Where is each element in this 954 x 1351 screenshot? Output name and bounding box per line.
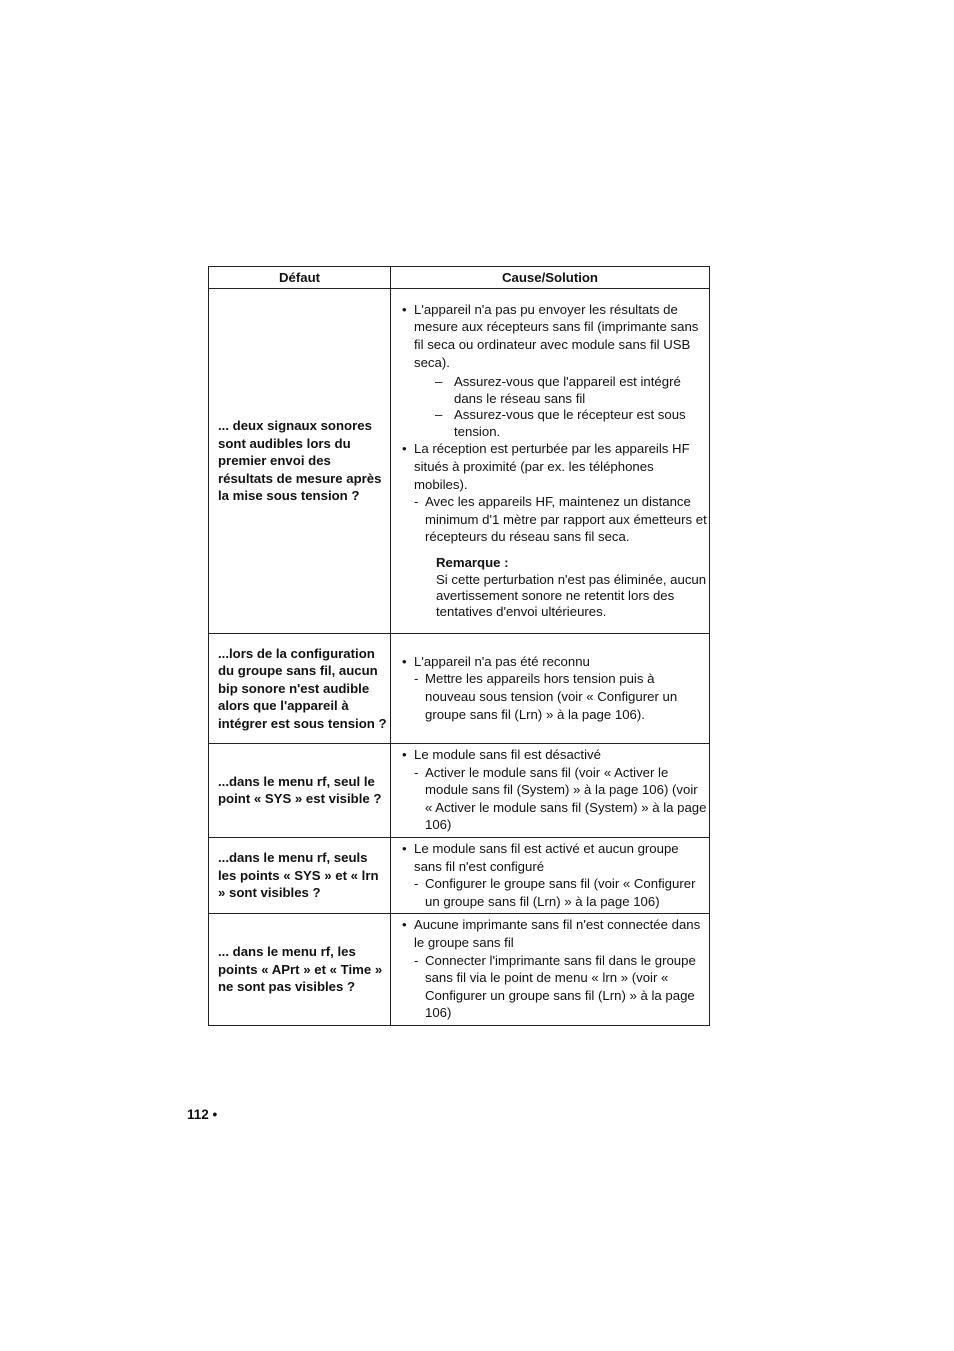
page-number: 112 • <box>187 1107 218 1122</box>
remark-note <box>401 554 707 620</box>
cause-cell <box>391 914 710 1026</box>
column-header-defaut: Défaut <box>209 267 391 289</box>
cause-bullet: • Aucune imprimante sans fil n'est connectée dans le groupe sans fil <box>401 916 707 951</box>
table-header-row <box>209 267 710 289</box>
table-row <box>209 634 710 744</box>
remark-title: Remarque : <box>436 555 509 571</box>
solution-step: - Mettre les appareils hors tension puis à nouveau sous tension (voir « Configurer un groupe sans fil (Lrn) » à la page 106). <box>401 670 707 723</box>
troubleshooting-table <box>208 266 710 1026</box>
cause-cell <box>391 837 710 913</box>
cause-bullet: • Le module sans fil est activé et aucun groupe sans fil n'est configuré <box>401 840 707 875</box>
cause-bullet: • L'appareil n'a pas pu envoyer les résultats de mesure aux récepteurs sans fil (imprimante sans fil seca ou ordinateur avec module sans fil USB seca). <box>401 301 707 371</box>
solution-step: - Avec les appareils HF, maintenez un distance minimum d'1 mètre par rapport aux émetteurs et récepteurs du réseau sans fil seca. <box>401 493 707 546</box>
table-row <box>209 744 710 838</box>
defaut-cell: ... dans le menu rf, les points « APrt » et « Time » ne sont pas visibles ? <box>209 914 391 1026</box>
defaut-cell: ...dans le menu rf, seul le point « SYS » est visible ? <box>209 744 391 838</box>
table-row <box>209 914 710 1026</box>
solution-step: - Activer le module sans fil (voir « Activer le module sans fil (System) » à la page 106) (voir « Activer le module sans fil (System) » à la page 106) <box>401 764 707 834</box>
table-row <box>209 837 710 913</box>
defaut-cell: ...dans le menu rf, seuls les points « SYS » et « lrn » sont visibles ? <box>209 837 391 913</box>
solution-step: - Configurer le groupe sans fil (voir « Configurer un groupe sans fil (Lrn) » à la page 106) <box>401 875 707 910</box>
cause-bullet: • L'appareil n'a pas été reconnu <box>401 653 707 671</box>
column-header-cause-solution: Cause/Solution <box>391 267 710 289</box>
defaut-cell: ...lors de la configuration du groupe sans fil, aucun bip sonore n'est audible alors que l'appareil à intégrer est sous tension ? <box>209 634 391 744</box>
solution-step: - Connecter l'imprimante sans fil dans le groupe sans fil via le point de menu « lrn » (voir « Configurer un groupe sans fil (Lrn) » à la page 106) <box>401 952 707 1022</box>
solution-step: – Assurez-vous que le récepteur est sous tension. <box>401 407 707 440</box>
cause-bullet: • La réception est perturbée par les appareils HF situés à proximité (par ex. les téléphones mobiles). <box>401 440 707 493</box>
solution-step: – Assurez-vous que l'appareil est intégré dans le réseau sans fil <box>401 374 707 407</box>
cause-cell <box>391 289 710 634</box>
remark-text: Si cette perturbation n'est pas éliminée, aucun avertissement sonore ne retentit lors des tentatives d'envoi ultérieures. <box>436 571 707 620</box>
cause-cell <box>391 634 710 744</box>
table-row <box>209 289 710 634</box>
defaut-cell: ... deux signaux sonores sont audibles lors du premier envoi des résultats de mesure après la mise sous tension ? <box>209 289 391 634</box>
cause-cell <box>391 744 710 838</box>
cause-bullet: • Le module sans fil est désactivé <box>401 746 707 764</box>
